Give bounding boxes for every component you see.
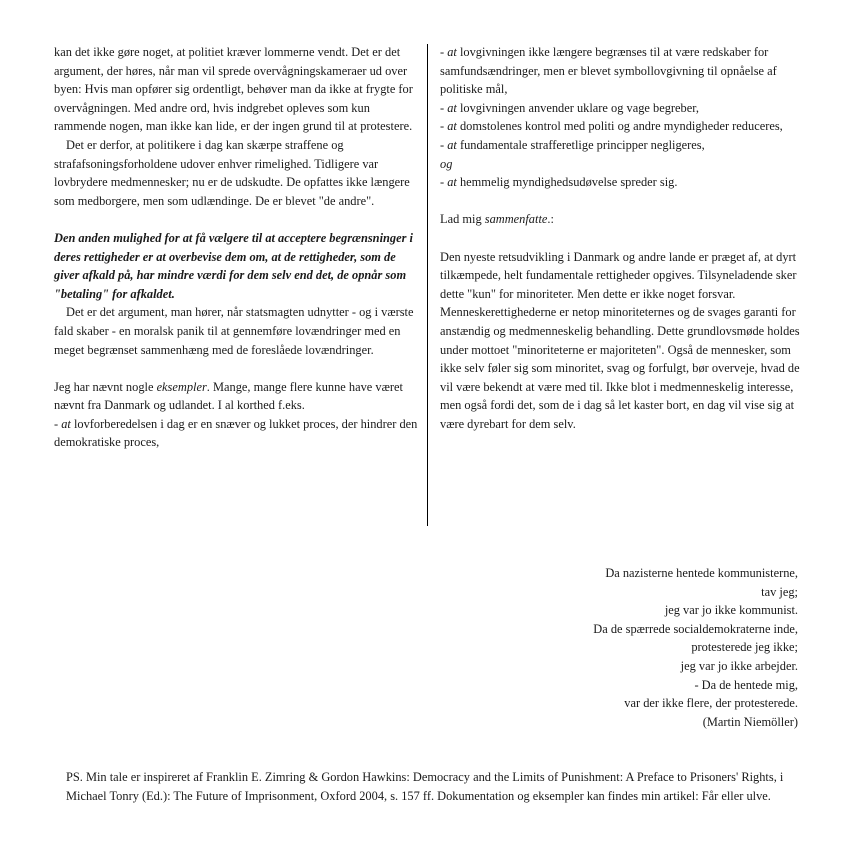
poem-line: jeg var jo ikke kommunist.	[664, 603, 798, 618]
bullet-item: - at lovgivningen ikke længere begrænses til at være redskaber for samfundsændringer, men er blevet symbollovgivning til opnåelse af politiske mål,	[440, 45, 777, 97]
paragraph-second-possibility: Den anden mulighed for at få vælgere til at acceptere begrænsninger i deres rettigheder er at overbevise dem om, at de rettigheder, som de giver afkald på, har mindre værdi for dem selv end det, de opnår som "betaling" for afkaldet.	[54, 230, 413, 301]
paragraph-gap	[440, 192, 806, 211]
paragraph-examples: Jeg har nævnt nogle eksempler. Mange, mange flere kunne have været nævnt fra Danmark og udlandet. I al korthed f.eks.	[54, 379, 403, 413]
paragraph-moral-panic: Det er det argument, man hører, når statsmagten udnytter - og i værste fald skaber - en moralsk panik til at gennemføre lovændringer med en meget begrænset sammenhæng med de foreslåede lovændringer.	[54, 305, 414, 357]
niemoller-quote	[593, 564, 798, 731]
poem-attribution: (Martin Niemöller)	[702, 714, 798, 729]
paragraph-gap	[54, 359, 420, 378]
poem-line: jeg var jo ikke arbejder.	[680, 658, 798, 673]
left-column	[54, 43, 420, 452]
right-column	[440, 43, 806, 433]
poem-line: tav jeg;	[761, 584, 798, 599]
poem-line: - Da de hentede mig,	[694, 677, 798, 692]
paragraph-surveillance: kan det ikke gøre noget, at politiet kræver lommerne vendt. Det er det argument, der høres, når man vil sprede overvågningskameraer ud over byen: Hvis man opfører sig ordentligt, behøver man da ikke at frygte for overvågningen. Med andre ord, hvis indgrebet opleves som kun rammende nogen, man ikke kan lide, er der ingen grund til at protestere.	[54, 45, 413, 134]
paragraph-gap	[54, 210, 420, 229]
bullet-item: - at hemmelig myndighedsudøvelse spreder sig.	[440, 175, 678, 190]
column-divider	[427, 44, 428, 526]
bullet-item: - at lovforberedelsen i dag er en snæver og lukket proces, der hindrer den demokratiske proces,	[54, 416, 418, 450]
poem-line: var der ikke flere, der protesterede.	[624, 696, 798, 711]
conjunction-og: og	[440, 156, 453, 171]
poem-line: protesterede jeg ikke;	[691, 640, 798, 655]
bullet-item: - at fundamentale strafferetlige principper negligeres,	[440, 137, 705, 152]
bullet-item: - at domstolenes kontrol med politi og andre myndigheder reduceres,	[440, 119, 783, 134]
bullet-item: - at lovgivningen anvender uklare og vage begreber,	[440, 100, 699, 115]
poem-line: Da nazisterne hentede kommunisterne,	[605, 566, 798, 580]
paragraph-politicians: Det er derfor, at politikere i dag kan skærpe straffene og strafafsoningsforholdene udover enhver rimelighed. Tidligere var lovbrydere medmennesker; nu er de udskudte. De opfattes ikke længere som medborgere, men som udlændinge. De er blevet "de andre".	[54, 137, 410, 208]
paragraph-summary-lead: Lad mig sammenfatte.:	[440, 212, 554, 227]
poem-line: Da de spærrede socialdemokraterne inde,	[593, 621, 798, 636]
postscript: PS. Min tale er inspireret af Franklin E. Zimring & Gordon Hawkins: Democracy and the Limits of Punishment: A Preface to Prisoners' Rights, i Michael Tonry (Ed.): The Future of Imprisonment, Oxford 2004, s. 157 ff. Dokumentation og eksempler kan findes min artikel: Får eller ulve.	[66, 770, 784, 803]
paragraph-gap	[440, 229, 806, 248]
paragraph-conclusion: Den nyeste retsudvikling i Danmark og andre lande er præget af, at dyrt tilkæmpede, helt fundamentale rettigheder opgives. Tilsyneladende sker dette "kun" for minoriteter. Men dette er ikke noget forsvar. Menneskerettighederne er netop minoriteternes og de svages garanti for anstændig og medmenneskelig behandling. Dette grundlovsmøde holdes under mottoet "minoriteterne er majoriteten". Også de mennesker, som ikke selv føler sig som minoritet, svag og forfulgt, bør overveje, hvad de vil være bekendt at være med til. Ikke blot i medmenneskelig interesse, men også fordi det, som de i dag så let kaster bort, en dag vil vise sig at være dyrebart for dem selv.	[440, 249, 800, 431]
